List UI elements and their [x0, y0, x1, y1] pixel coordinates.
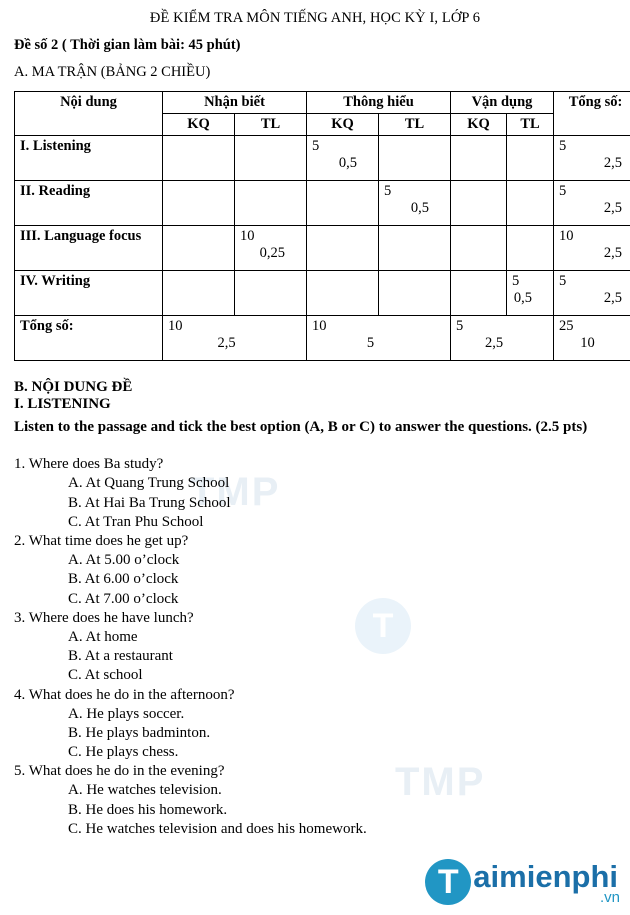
- site-logo: [425, 857, 618, 905]
- question-2-option-b: B. At 6.00 o’clock: [68, 571, 179, 588]
- cell-r2-c4: [451, 226, 507, 271]
- question-2: 2. What time does he get up?: [14, 533, 189, 549]
- th-nhan-biet: Nhận biết: [163, 92, 307, 114]
- cell-r0-c5: [507, 136, 554, 181]
- table-row: [15, 181, 630, 226]
- cell-r2-c3: [379, 226, 451, 271]
- question-1-option-a: A. At Quang Trung School: [68, 475, 230, 492]
- th-tl-2: TL: [379, 114, 451, 136]
- cell-r0-c3: [379, 136, 451, 181]
- watermark-text-2: TMP: [395, 760, 486, 804]
- cell-r3-c4: [451, 271, 507, 316]
- cell-r2-total: 10 2,5: [554, 226, 630, 271]
- row-label-reading: II. Reading: [15, 181, 163, 226]
- cell-r2-c2: [307, 226, 379, 271]
- cell-r3-c2: [307, 271, 379, 316]
- question-5-option-b: B. He does his homework.: [68, 801, 228, 818]
- cell-r0-c2: 5 0,5: [307, 136, 379, 181]
- logo-mark-icon: T: [425, 859, 471, 905]
- question-2-option-c: C. At 7.00 o’clock: [68, 590, 179, 607]
- cell-r1-total: 5 2,5: [554, 181, 630, 226]
- section-b-title: B. NỘI DUNG ĐỀ: [14, 379, 133, 395]
- question-3-option-b: B. At a restaurant: [68, 648, 173, 665]
- th-tong-so: Tổng số:: [554, 92, 630, 136]
- question-1-option-c: C. At Tran Phu School: [68, 513, 204, 530]
- part-i-title: I. LISTENING: [14, 396, 111, 412]
- question-5-option-c: C. He watches television and does his homework.: [68, 820, 367, 837]
- cell-total-grand: 25 10: [554, 316, 630, 361]
- logo-tld: .vn: [599, 889, 620, 906]
- cell-r3-c3: [379, 271, 451, 316]
- table-row: [15, 271, 630, 316]
- cell-r3-total: 5 2,5: [554, 271, 630, 316]
- row-label-language-focus: III. Language focus: [15, 226, 163, 271]
- cell-r3-c1: [235, 271, 307, 316]
- th-kq-1: KQ: [163, 114, 235, 136]
- cell-r0-c0: [163, 136, 235, 181]
- cell-r0-c4: [451, 136, 507, 181]
- th-kq-2: KQ: [307, 114, 379, 136]
- cell-r0-total: 5 2,5: [554, 136, 630, 181]
- table-total-row: [15, 316, 630, 361]
- question-4-option-b: B. He plays badminton.: [68, 724, 211, 741]
- cell-r2-c0: [163, 226, 235, 271]
- watermark-logo-mark: T: [355, 598, 411, 654]
- question-5: 5. What does he do in the evening?: [14, 763, 225, 780]
- cell-total-nhan-biet: 10 2,5: [163, 316, 307, 361]
- question-1-option-b: B. At Hai Ba Trung School: [68, 494, 231, 511]
- th-noi-dung: Nội dung: [15, 92, 163, 136]
- cell-total-van-dung: 5 2,5: [451, 316, 554, 361]
- question-5-option-a: A. He watches television.: [68, 782, 222, 799]
- cell-r3-c5: 5 0,5: [507, 271, 554, 316]
- question-3: 3. Where does he have lunch?: [14, 609, 194, 626]
- question-4-option-a: A. He plays soccer.: [68, 705, 185, 722]
- cell-total-thong-hieu: 10 5: [307, 316, 451, 361]
- th-tl-3: TL: [507, 114, 554, 136]
- logo-text-group: [473, 857, 618, 905]
- cell-r1-c4: [451, 181, 507, 226]
- page-title: ĐỀ KIỂM TRA MÔN TIẾNG ANH, HỌC KỲ I, LỚP 6: [149, 10, 481, 26]
- table-row: [15, 226, 630, 271]
- cell-r0-c1: [235, 136, 307, 181]
- question-1: 1. Where does Ba study?: [14, 456, 164, 473]
- row-label-listening: I. Listening: [15, 136, 163, 181]
- cell-r1-c0: [163, 181, 235, 226]
- row-label-total: Tổng số:: [15, 316, 163, 361]
- logo-text: aimienphi: [473, 859, 618, 894]
- question-3-option-a: A. At home: [68, 628, 138, 645]
- row-label-writing: IV. Writing: [15, 271, 163, 316]
- question-2-option-a: A. At 5.00 o’clock: [68, 552, 180, 569]
- cell-r2-c1: 10 0,25: [235, 226, 307, 271]
- cell-r1-c5: [507, 181, 554, 226]
- question-list: [14, 455, 616, 839]
- th-kq-3: KQ: [451, 114, 507, 136]
- cell-r2-c5: [507, 226, 554, 271]
- cell-r3-c0: [163, 271, 235, 316]
- section-a-title: A. MA TRẬN (BẢNG 2 CHIỀU): [14, 64, 211, 80]
- matrix-table: [14, 91, 630, 361]
- cell-r1-c1: [235, 181, 307, 226]
- th-tl-1: TL: [235, 114, 307, 136]
- question-4: 4. What does he do in the afternoon?: [14, 686, 235, 703]
- table-row: [15, 136, 630, 181]
- watermark-text-1: TMP: [190, 470, 281, 514]
- question-4-option-c: C. He plays chess.: [68, 744, 179, 761]
- exam-code-line: Đề số 2 ( Thời gian làm bài: 45 phút): [14, 37, 241, 53]
- th-van-dung: Vận dụng: [451, 92, 554, 114]
- listening-instruction: Listen to the passage and tick the best option (A, B or C) to answer the questions. (2.5 pts): [14, 419, 588, 435]
- th-thong-hieu: Thông hiểu: [307, 92, 451, 114]
- cell-r1-c2: [307, 181, 379, 226]
- question-3-option-c: C. At school: [68, 667, 143, 684]
- cell-r1-c3: 5 0,5: [379, 181, 451, 226]
- table-header-row-top: [15, 92, 630, 114]
